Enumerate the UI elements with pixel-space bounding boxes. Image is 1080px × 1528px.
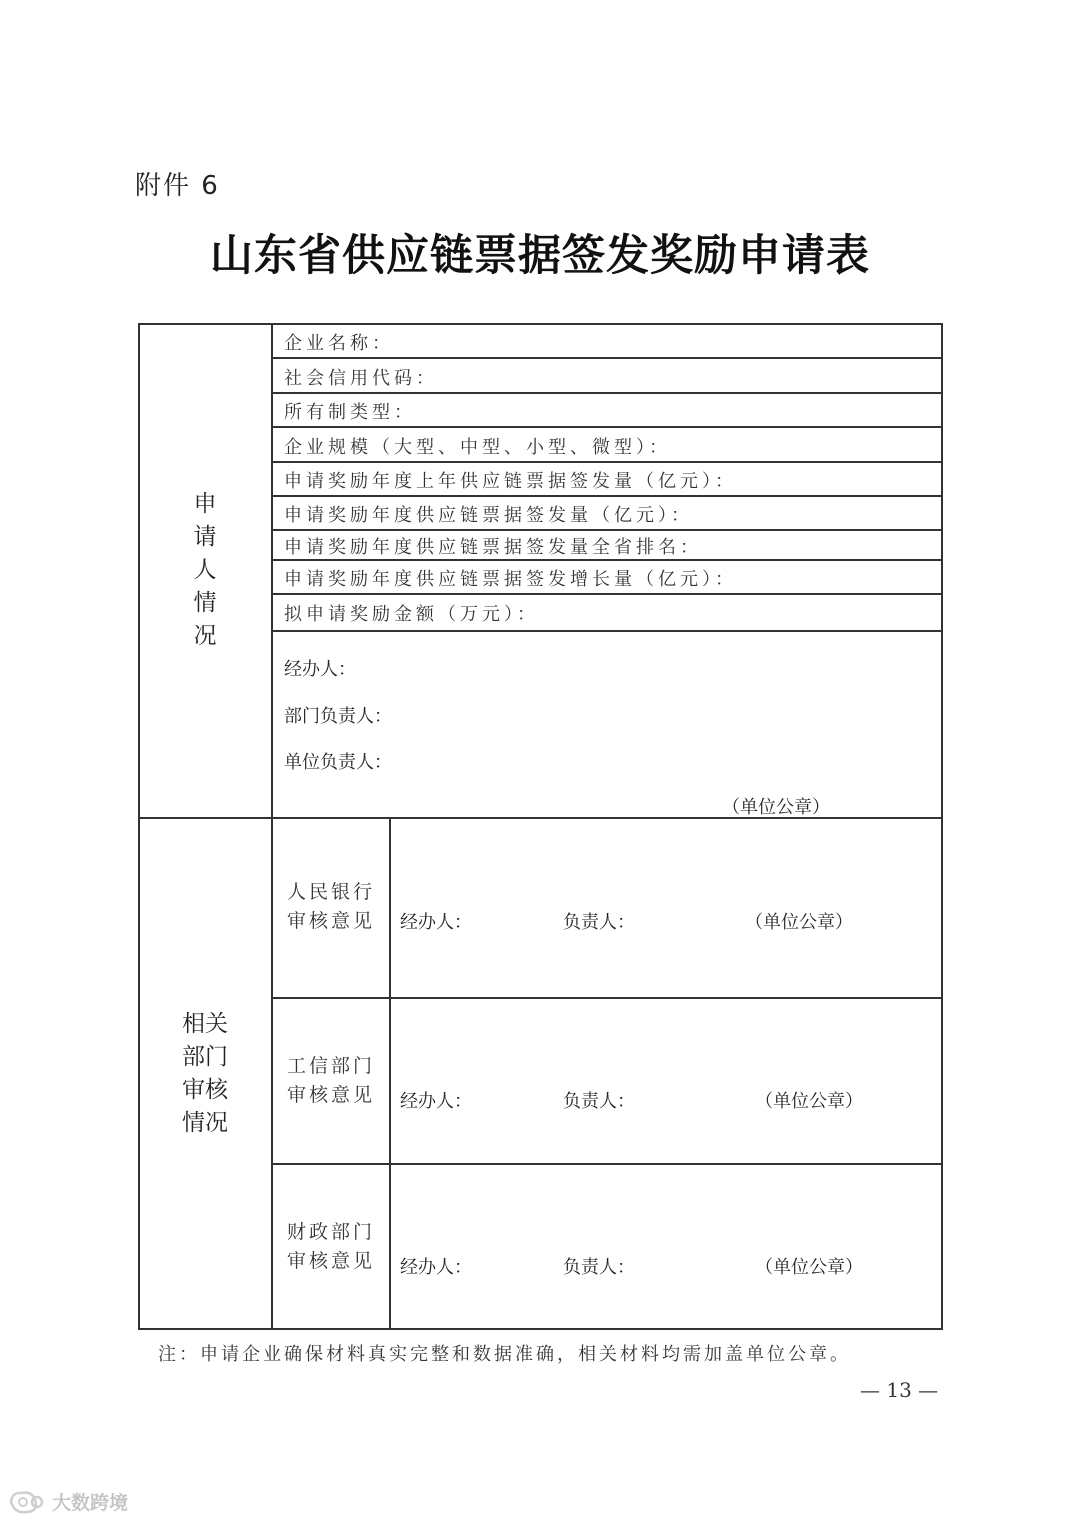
review-finance-seal: （单位公章） [755,1257,863,1278]
review-pboc-handler[interactable]: 经办人： [400,912,472,933]
form-title: 山东省供应链票据签发奖励申请表 [210,231,870,281]
review-finance-label: 财政部门 审核意见 [286,1221,375,1272]
table-border-top [138,323,943,325]
field-credit-code[interactable]: 社会信用代码： [284,368,438,389]
table-border-bottom [138,1328,943,1330]
applicant-dept-head-signature[interactable]: 部门负责人： [284,706,392,727]
field-company-name[interactable]: 企业名称： [284,333,394,354]
review-row-divider [271,1163,942,1165]
review-miit-label: 工信部门 审核意见 [286,1055,375,1106]
attachment-label: 附件 6 [135,171,220,201]
applicant-seal-label: （单位公章） [722,797,830,818]
field-growth-volume[interactable]: 申请奖励年度供应链票据签发增长量（亿元）： [284,569,737,590]
review-finance-handler[interactable]: 经办人： [400,1257,472,1278]
field-company-size[interactable]: 企业规模（大型、中型、小型、微型）： [284,437,671,458]
watermark [8,1488,128,1515]
review-pboc-label: 人民银行 审核意见 [286,881,375,932]
watermark-logo-icon [8,1489,48,1515]
row-divider [271,630,942,632]
field-year-volume[interactable]: 申请奖励年度供应链票据签发量（亿元）： [284,505,693,526]
row-divider [271,593,942,595]
field-province-rank[interactable]: 申请奖励年度供应链票据签发量全省排名： [284,537,702,558]
row-divider [271,495,942,497]
row-divider [271,426,942,428]
row-divider [271,461,942,463]
label-column-divider [271,323,273,1329]
applicant-handler-signature[interactable]: 经办人： [284,659,356,680]
table-border-right [941,323,943,1329]
review-section-label: 相关 部门 审核 情况 [182,1011,228,1136]
review-miit-seal: （单位公章） [755,1091,863,1112]
field-prev-year-volume[interactable]: 申请奖励年度上年供应链票据签发量（亿元）： [284,471,737,492]
review-finance-head[interactable]: 负责人： [563,1257,635,1278]
review-sub-column-divider [389,817,391,1329]
applicant-unit-head-signature[interactable]: 单位负责人： [284,752,392,773]
review-pboc-head[interactable]: 负责人： [563,912,635,933]
review-miit-handler[interactable]: 经办人： [400,1091,472,1112]
row-divider [271,392,942,394]
review-pboc-seal: （单位公章） [745,912,853,933]
page-number: — 13 — [860,1378,939,1402]
row-divider [271,559,942,561]
table-border-left [138,323,140,1329]
row-divider [271,529,942,531]
applicant-section-label: 申 请 人 情 况 [193,491,217,649]
row-divider [271,357,942,359]
field-reward-amount[interactable]: 拟申请奖励金额（万元）： [284,604,539,625]
field-ownership-type[interactable]: 所有制类型： [284,402,416,423]
review-row-divider [271,997,942,999]
watermark-text: 大数跨境 [52,1492,129,1514]
review-miit-head[interactable]: 负责人： [563,1091,635,1112]
footnote: 注：申请企业确保材料真实完整和数据准确，相关材料均需加盖单位公章。 [158,1344,851,1365]
